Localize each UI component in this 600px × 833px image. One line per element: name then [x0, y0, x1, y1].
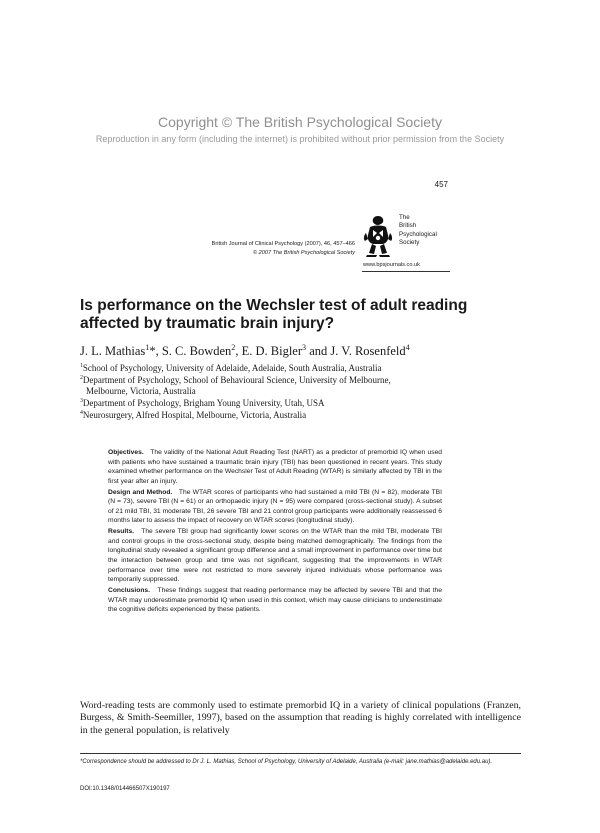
affiliation-text: Neurosurgery, Alfred Hospital, Melbourne, Victoria, Australia [82, 409, 307, 420]
doi: DOI:10.1348/014466507X190197 [80, 786, 170, 792]
author-affil-sup: 4 [405, 342, 410, 352]
author-separator: and [306, 344, 331, 358]
reproduction-notice: Reproduction in any form (including the internet) is prohibited without prior permission from the Society [95, 134, 505, 144]
affiliation-text: Department of Psychology, School of Behavioural Science, University of Melbourne, [82, 374, 391, 385]
abstract-label: Objectives. [108, 449, 144, 456]
abstract [108, 448, 442, 616]
abstract-label: Results. [108, 528, 135, 536]
journal-citation-block [150, 240, 355, 258]
abstract-label: Conclusions. [108, 587, 150, 595]
author-affil-sup: 2 [231, 342, 236, 352]
abstract-objectives [108, 448, 442, 486]
author-separator: , [235, 344, 242, 358]
page-number: 457 [434, 180, 448, 189]
affiliation-text: School of Psychology, University of Adelaide, Adelaide, South Australia, Australia [82, 363, 382, 373]
abstract-text: The WTAR scores of participants who had sustained a mild TBI (N = 82), moderate TBI (N = 73), severe TBI (N = 61) or an orthopaedic injury (N = 95) were compared (cross-sectional study). A subset of 21 mild TBI, 31 moderate TBI, 26 severe TBI and 21 control group participants were additionally reassessed 6 months later to assess the impact of recovery on WTAR scores (longitudinal study). [108, 488, 443, 525]
abstract-text: These findings suggest that reading performance may be affected by severe TBI and that the WTAR may underestimate premorbid IQ when used in this context, which may cause clinicians to underestimate the cognitive deficits experienced by these patients. [108, 587, 442, 614]
society-name [399, 214, 437, 248]
author-name: J. V. Rosenfeld [330, 344, 406, 358]
affiliation-continued: Melbourne, Victoria, Australia [86, 386, 196, 397]
author-affil-sup: 3 [302, 342, 307, 352]
abstract-conclusions [108, 586, 442, 615]
society-line: Psychological [399, 230, 437, 238]
affiliation [80, 410, 520, 422]
abstract-text: The severe TBI group had significantly lower scores on the WTAR than the mild TBI, moderate TBI and control groups in the cross-sectional study, despite being matched demographically. The findings from the longitudinal study revealed a significant group difference and a small improvement in performance over time but the interaction between group and time was not significant, suggesting that the improvements in WTAR performance over time were not restricted to more severely injured individuals whose performance was temporarily suppressed. [108, 528, 442, 584]
affiliation-sup: 3 [80, 398, 83, 405]
society-line: The [399, 214, 410, 221]
paper-title: Is performance on the Wechsler test of adult reading affected by traumatic brain injury? [80, 297, 468, 332]
author-list [80, 344, 480, 359]
author-name: J. L. Mathias [80, 344, 146, 358]
society-line: Society [399, 239, 420, 247]
society-logo-icon [361, 213, 395, 259]
affiliation-sup: 4 [80, 409, 83, 416]
affiliation-sup: 1 [80, 363, 83, 369]
society-line: British [399, 222, 417, 230]
author-name: S. C. Bowden [161, 344, 232, 358]
affiliation-list [80, 363, 520, 422]
affiliation [80, 375, 520, 387]
author-affil-sup: 1 [145, 342, 150, 352]
abstract-label: Design and Method. [108, 488, 173, 496]
journal-url[interactable]: www.bpsjournals.co.uk [363, 262, 420, 268]
affiliation [80, 398, 520, 410]
author-name: E. D. Bigler [241, 344, 303, 358]
affiliation-text: Department of Psychology, Brigham Young University, Utah, USA [82, 398, 325, 409]
journal-citation: British Journal of Clinical Psychology (2007), 46, 457–466 [211, 241, 355, 247]
affiliation [80, 363, 520, 375]
abstract-text: The validity of the National Adult Reading Test (NART) as a predictor of premorbid IQ when used with patients who have sustained a traumatic brain injury (TBI) has been questioned in recent years. This study examined whether performance on the Wechsler Test of Adult Reading (WTAR) is similarly affected by TBI in the first year after an injury. [108, 449, 443, 485]
abstract-design [108, 488, 442, 526]
copyright-notice: Copyright © The British Psychological Society [158, 114, 442, 130]
journal-copyright: © 2007 The British Psychological Society [252, 250, 355, 256]
correspondence-footnote: *Correspondence should be addressed to Dr J. L. Mathias, School of Psychology, University of Adelaide, Australia (e-mail: jane.mathias@adelaide.edu.au). [80, 759, 493, 765]
corresponding-mark: * [149, 344, 156, 358]
body-paragraph: Word-reading tests are commonly used to estimate premorbid IQ in a variety of clinical populations (Franzen, Burgess, & Smith-Seemiller, 1997), based on the assumption that reading is highly correlated with intelligence in the general population, is relatively [80, 700, 521, 736]
author-separator: , [155, 344, 162, 358]
affiliation-sup: 2 [80, 374, 83, 381]
header-rule [362, 271, 450, 272]
footnote-rule [80, 753, 521, 754]
abstract-results [108, 527, 442, 584]
